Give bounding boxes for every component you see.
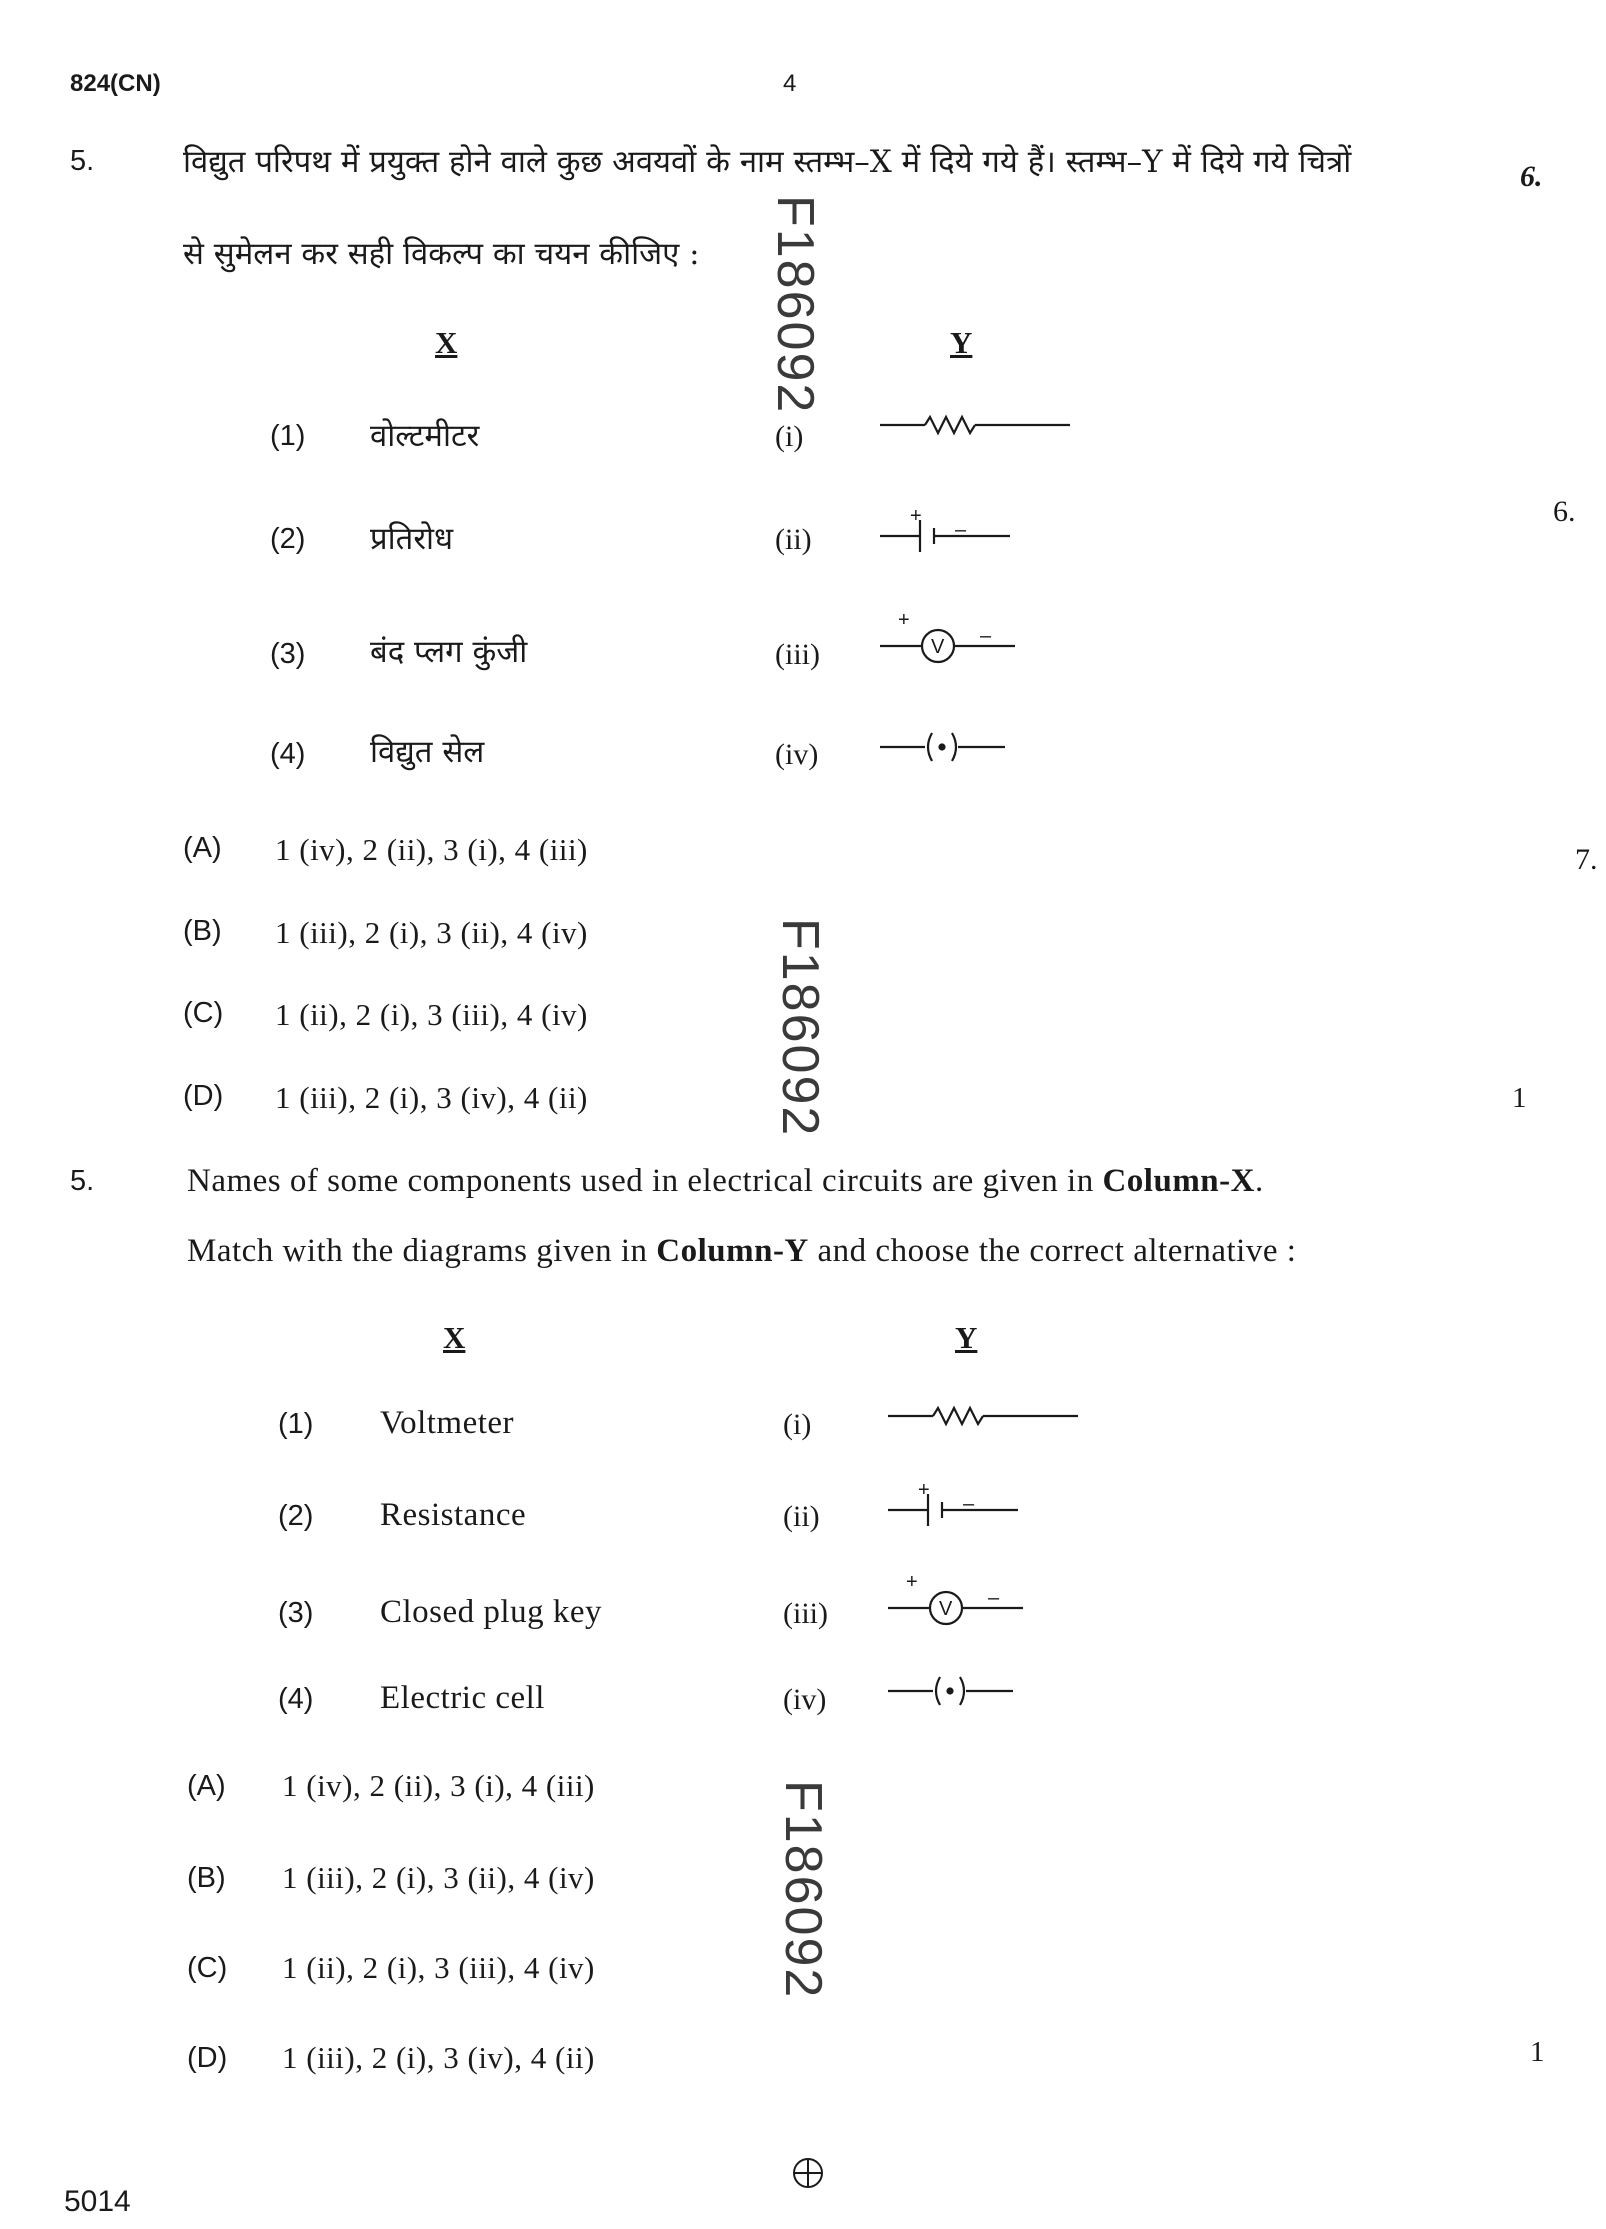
option-text: 1 (iii), 2 (i), 3 (ii), 4 (iv): [282, 1860, 595, 1895]
question-number: 5.: [70, 145, 95, 177]
roman-numeral: (iii): [783, 1597, 828, 1630]
voltmeter-letter: V: [931, 636, 945, 658]
item-label: Voltmeter: [380, 1405, 515, 1441]
voltmeter-minus-sign: –: [980, 625, 992, 647]
plug-key-icon: [880, 727, 1005, 767]
roman-numeral: (i): [783, 1408, 812, 1441]
voltmeter-plus-sign: +: [898, 609, 910, 631]
item-number: (1): [270, 420, 306, 452]
item-label: Electric cell: [380, 1680, 545, 1716]
question-text-line1: विद्युत परिपथ में प्रयुक्त होने वाले कुछ अवयवों के नाम स्तम्भ–X में दिये गये हैं। स्तम्भ–Y में दिये गये चित्रों: [183, 144, 1352, 180]
text-segment: Names of some components used in electrical circuits are given in: [187, 1163, 1103, 1199]
option-text: 1 (iii), 2 (i), 3 (iv), 4 (ii): [275, 1080, 588, 1115]
text-segment: .: [1255, 1163, 1264, 1199]
item-number: (3): [278, 1597, 314, 1629]
text-segment: Match with the diagrams given in: [187, 1233, 657, 1269]
item-label: Resistance: [380, 1497, 527, 1533]
voltmeter-minus-sign: –: [988, 1587, 1000, 1609]
item-number: (4): [270, 738, 306, 770]
roman-numeral: (iv): [775, 738, 819, 771]
plug-key-icon: [888, 1671, 1013, 1711]
page-number: 4: [783, 70, 797, 97]
option-letter: (B): [183, 915, 222, 947]
cell-minus-sign: –: [955, 519, 967, 541]
roman-numeral: (ii): [783, 1500, 820, 1533]
option-letter: (D): [187, 2042, 228, 2074]
voltmeter-icon: [880, 608, 1015, 668]
column-y-term: Column-Y: [656, 1233, 809, 1269]
option-text: 1 (iii), 2 (i), 3 (ii), 4 (iv): [275, 915, 588, 950]
question-text-line2: [187, 1233, 1296, 1270]
cell-plus-sign: +: [910, 505, 922, 527]
stamp-code: F186092: [774, 1780, 832, 2000]
question-number: 5.: [70, 1165, 95, 1197]
stamp-code: F186092: [771, 918, 829, 1138]
voltmeter-icon: [888, 1570, 1023, 1630]
item-label: वोल्टमीटर: [370, 418, 480, 454]
cell-minus-sign: –: [963, 1493, 975, 1515]
margin-number-top: 6.: [1520, 160, 1543, 193]
option-text: 1 (iv), 2 (ii), 3 (i), 4 (iii): [275, 832, 588, 867]
column-y-heading: Y: [950, 325, 973, 360]
item-label: प्रतिरोध: [370, 521, 454, 557]
option-letter: (D): [183, 1080, 224, 1112]
option-text: 1 (ii), 2 (i), 3 (iii), 4 (iv): [282, 1950, 595, 1985]
column-y-heading: Y: [955, 1320, 978, 1355]
column-x-term: Column-X: [1102, 1163, 1255, 1199]
crosshair-icon: [790, 2155, 826, 2191]
column-x-heading: X: [443, 1320, 466, 1355]
item-label: विद्युत सेल: [370, 734, 485, 770]
resistor-icon: [888, 1396, 1078, 1436]
resistor-icon: [880, 405, 1070, 445]
item-number: (4): [278, 1683, 314, 1715]
item-number: (3): [270, 638, 306, 670]
cell-icon: [888, 1474, 1018, 1534]
option-text: 1 (iv), 2 (ii), 3 (i), 4 (iii): [282, 1768, 595, 1803]
voltmeter-plus-sign: +: [906, 1571, 918, 1593]
cell-icon: [880, 500, 1010, 560]
text-segment: and choose the correct alternative :: [808, 1233, 1297, 1269]
item-label: बंद प्लग कुंजी: [370, 634, 528, 670]
item-number: (2): [270, 523, 306, 555]
column-x-heading: X: [435, 325, 458, 360]
option-letter: (A): [187, 1770, 226, 1802]
paper-code: 824(CN): [70, 70, 161, 97]
margin-number-middle: 7.: [1575, 843, 1598, 876]
question-marks: 1: [1530, 2036, 1545, 2068]
cell-plus-sign: +: [918, 1479, 930, 1501]
question-text-line1: [187, 1163, 1264, 1200]
roman-numeral: (iv): [783, 1683, 827, 1716]
roman-numeral: (ii): [775, 523, 812, 556]
option-letter: (C): [187, 1952, 228, 1984]
option-letter: (A): [183, 832, 222, 864]
voltmeter-letter: V: [939, 1598, 953, 1620]
option-letter: (C): [183, 997, 224, 1029]
roman-numeral: (iii): [775, 638, 820, 671]
margin-number-upper: 6.: [1553, 495, 1576, 528]
footer-code: 5014: [64, 2185, 131, 2218]
roman-numeral: (i): [775, 420, 804, 453]
option-text: 1 (ii), 2 (i), 3 (iii), 4 (iv): [275, 997, 588, 1032]
question-marks: 1: [1512, 1082, 1527, 1114]
question-text-line2: से सुमेलन कर सही विकल्प का चयन कीजिए :: [183, 236, 700, 272]
item-number: (1): [278, 1408, 314, 1440]
option-letter: (B): [187, 1862, 226, 1894]
item-label: Closed plug key: [380, 1594, 602, 1630]
item-number: (2): [278, 1500, 314, 1532]
stamp-code: F186092: [766, 195, 824, 415]
option-text: 1 (iii), 2 (i), 3 (iv), 4 (ii): [282, 2040, 595, 2075]
